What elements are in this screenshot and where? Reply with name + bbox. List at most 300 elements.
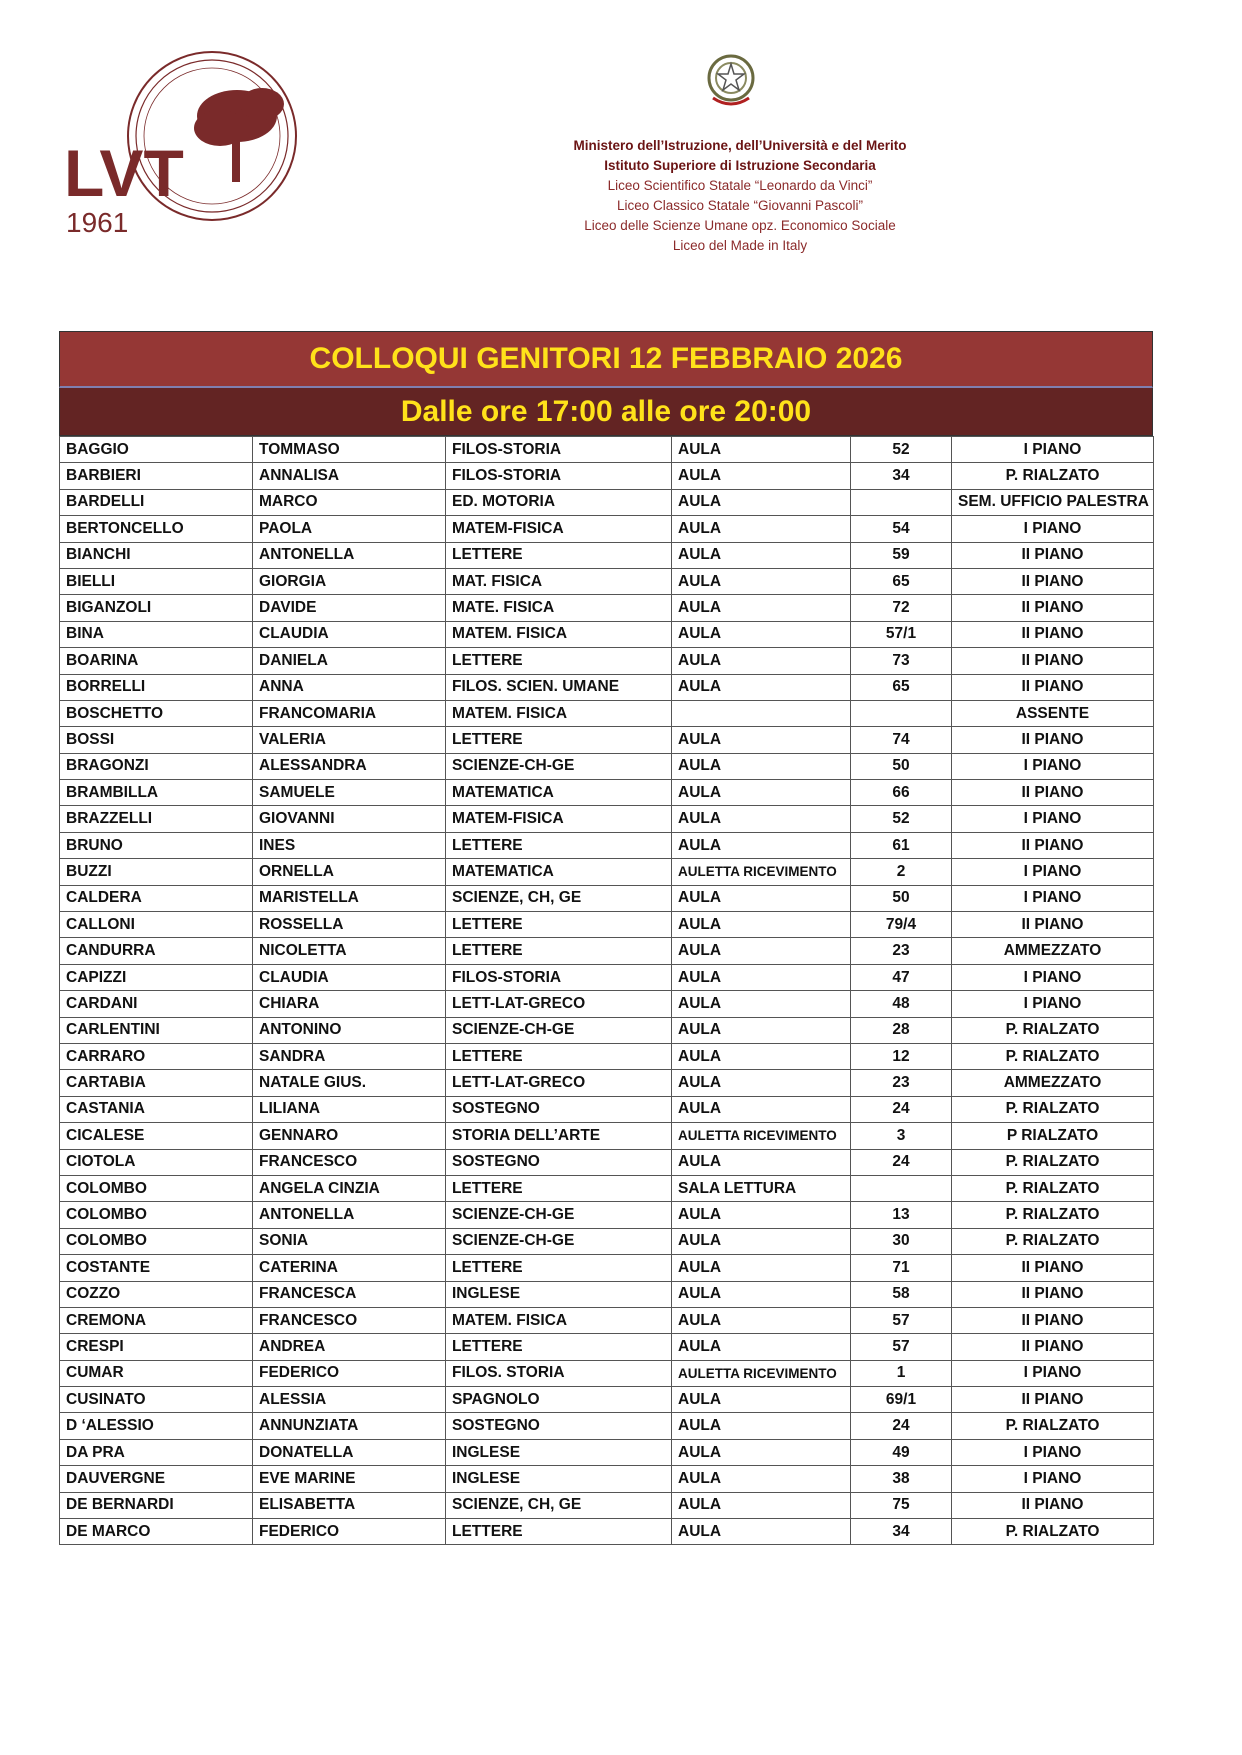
subject-cell: MATEM. FISICA xyxy=(446,700,672,726)
name-cell: EVE MARINE xyxy=(253,1466,446,1492)
table-row xyxy=(60,489,1154,515)
room-type-cell: AULA xyxy=(672,674,851,700)
subject-cell: SCIENZE-CH-GE xyxy=(446,1228,672,1254)
floor-cell: II PIANO xyxy=(952,674,1154,700)
surname-cell: CARLENTINI xyxy=(60,1017,253,1043)
name-cell: TOMMASO xyxy=(253,437,446,463)
floor-cell: P. RIALZATO xyxy=(952,1017,1154,1043)
surname-cell: COSTANTE xyxy=(60,1255,253,1281)
subject-cell: MATEMATICA xyxy=(446,859,672,885)
name-cell: FRANCESCO xyxy=(253,1149,446,1175)
surname-cell: CALDERA xyxy=(60,885,253,911)
room-type-cell: AULA xyxy=(672,542,851,568)
name-cell: SONIA xyxy=(253,1228,446,1254)
room-type-cell: AULETTA RICEVIMENTO xyxy=(672,1360,851,1386)
name-cell: FRANCOMARIA xyxy=(253,700,446,726)
school-logo xyxy=(62,46,302,236)
room-number-cell: 61 xyxy=(851,832,952,858)
subject-cell: LETT-LAT-GRECO xyxy=(446,991,672,1017)
subject-cell: SCIENZE-CH-GE xyxy=(446,1202,672,1228)
subject-cell: FILOS. SCIEN. UMANE xyxy=(446,674,672,700)
room-number-cell xyxy=(851,489,952,515)
floor-cell: II PIANO xyxy=(952,1255,1154,1281)
table-row xyxy=(60,542,1154,568)
floor-cell: SEM. UFFICIO PALESTRA xyxy=(952,489,1154,515)
table-row xyxy=(60,1466,1154,1492)
liceo-scienze-umane-line: Liceo delle Scienze Umane opz. Economico Sociale xyxy=(584,218,896,233)
surname-cell: CREMONA xyxy=(60,1307,253,1333)
name-cell: ORNELLA xyxy=(253,859,446,885)
floor-cell: I PIANO xyxy=(952,1439,1154,1465)
surname-cell: BRUNO xyxy=(60,832,253,858)
room-number-cell: 66 xyxy=(851,780,952,806)
table-row xyxy=(60,595,1154,621)
name-cell: GENNARO xyxy=(253,1123,446,1149)
table-row xyxy=(60,1070,1154,1096)
table-row xyxy=(60,1175,1154,1201)
floor-cell: II PIANO xyxy=(952,648,1154,674)
liceo-scientifico-line: Liceo Scientifico Statale “Leonardo da Vinci” xyxy=(607,178,873,193)
room-type-cell: AULA xyxy=(672,648,851,674)
room-type-cell: AULA xyxy=(672,1070,851,1096)
room-type-cell: AULA xyxy=(672,1334,851,1360)
floor-cell: I PIANO xyxy=(952,806,1154,832)
page-title: COLLOQUI GENITORI 12 FEBBRAIO 2026 xyxy=(59,331,1153,388)
subject-cell: MATEM-FISICA xyxy=(446,806,672,832)
floor-cell: P. RIALZATO xyxy=(952,1519,1154,1545)
floor-cell: I PIANO xyxy=(952,753,1154,779)
table-row xyxy=(60,859,1154,885)
table-row xyxy=(60,1413,1154,1439)
name-cell: ALESSANDRA xyxy=(253,753,446,779)
table-row xyxy=(60,437,1154,463)
room-type-cell: AULA xyxy=(672,1017,851,1043)
room-type-cell: AULA xyxy=(672,832,851,858)
room-type-cell: AULA xyxy=(672,1043,851,1069)
table-row xyxy=(60,568,1154,594)
name-cell: VALERIA xyxy=(253,727,446,753)
name-cell: DAVIDE xyxy=(253,595,446,621)
table-row xyxy=(60,1439,1154,1465)
name-cell: FEDERICO xyxy=(253,1519,446,1545)
floor-cell: II PIANO xyxy=(952,1281,1154,1307)
surname-cell: D ‘ALESSIO xyxy=(60,1413,253,1439)
subject-cell: LETTERE xyxy=(446,912,672,938)
room-type-cell: AULA xyxy=(672,727,851,753)
subject-cell: FILOS-STORIA xyxy=(446,437,672,463)
name-cell: NICOLETTA xyxy=(253,938,446,964)
room-number-cell xyxy=(851,700,952,726)
surname-cell: BERTONCELLO xyxy=(60,516,253,542)
subject-cell: LETT-LAT-GRECO xyxy=(446,1070,672,1096)
floor-cell: II PIANO xyxy=(952,727,1154,753)
room-number-cell: 28 xyxy=(851,1017,952,1043)
surname-cell: BRAGONZI xyxy=(60,753,253,779)
room-number-cell: 73 xyxy=(851,648,952,674)
room-type-cell: AULA xyxy=(672,938,851,964)
subject-cell: LETTERE xyxy=(446,727,672,753)
floor-cell: II PIANO xyxy=(952,595,1154,621)
room-type-cell: AULA xyxy=(672,991,851,1017)
room-number-cell: 65 xyxy=(851,674,952,700)
name-cell: PAOLA xyxy=(253,516,446,542)
room-type-cell: AULA xyxy=(672,753,851,779)
floor-cell: P. RIALZATO xyxy=(952,1228,1154,1254)
table-row xyxy=(60,1387,1154,1413)
name-cell: ANGELA CINZIA xyxy=(253,1175,446,1201)
subject-cell: MATEMATICA xyxy=(446,780,672,806)
page-subtitle: Dalle ore 17:00 alle ore 20:00 xyxy=(59,388,1153,436)
tree-icon xyxy=(194,88,284,182)
floor-cell: P. RIALZATO xyxy=(952,1149,1154,1175)
room-number-cell: 23 xyxy=(851,938,952,964)
room-number-cell: 57 xyxy=(851,1307,952,1333)
name-cell: FEDERICO xyxy=(253,1360,446,1386)
floor-cell: P. RIALZATO xyxy=(952,1413,1154,1439)
table-row xyxy=(60,1123,1154,1149)
table-row xyxy=(60,1202,1154,1228)
surname-cell: CARDANI xyxy=(60,991,253,1017)
room-type-cell xyxy=(672,700,851,726)
floor-cell: II PIANO xyxy=(952,1307,1154,1333)
table-row xyxy=(60,1255,1154,1281)
floor-cell: II PIANO xyxy=(952,542,1154,568)
subject-cell: LETTERE xyxy=(446,1519,672,1545)
room-type-cell: AULETTA RICEVIMENTO xyxy=(672,859,851,885)
name-cell: GIOVANNI xyxy=(253,806,446,832)
room-number-cell: 48 xyxy=(851,991,952,1017)
name-cell: CLAUDIA xyxy=(253,621,446,647)
room-type-cell: AULA xyxy=(672,964,851,990)
floor-cell: II PIANO xyxy=(952,832,1154,858)
room-number-cell: 72 xyxy=(851,595,952,621)
table-row xyxy=(60,674,1154,700)
room-number-cell: 3 xyxy=(851,1123,952,1149)
table-row xyxy=(60,885,1154,911)
name-cell: LILIANA xyxy=(253,1096,446,1122)
surname-cell: BIGANZOLI xyxy=(60,595,253,621)
subject-cell: SOSTEGNO xyxy=(446,1096,672,1122)
name-cell: INES xyxy=(253,832,446,858)
subject-cell: LETTERE xyxy=(446,1175,672,1201)
room-type-cell: AULA xyxy=(672,1387,851,1413)
subject-cell: FILOS. STORIA xyxy=(446,1360,672,1386)
room-number-cell: 12 xyxy=(851,1043,952,1069)
table-row xyxy=(60,991,1154,1017)
republic-emblem-icon xyxy=(699,48,763,112)
surname-cell: COLOMBO xyxy=(60,1175,253,1201)
name-cell: FRANCESCO xyxy=(253,1307,446,1333)
surname-cell: CANDURRA xyxy=(60,938,253,964)
name-cell: ANDREA xyxy=(253,1334,446,1360)
floor-cell: I PIANO xyxy=(952,1466,1154,1492)
surname-cell: DA PRA xyxy=(60,1439,253,1465)
surname-cell: CARRARO xyxy=(60,1043,253,1069)
table-row xyxy=(60,648,1154,674)
table-row xyxy=(60,753,1154,779)
surname-cell: CALLONI xyxy=(60,912,253,938)
surname-cell: BARBIERI xyxy=(60,463,253,489)
name-cell: GIORGIA xyxy=(253,568,446,594)
letterhead xyxy=(470,136,1010,256)
subject-cell: STORIA DELL’ARTE xyxy=(446,1123,672,1149)
table-row xyxy=(60,700,1154,726)
name-cell: FRANCESCA xyxy=(253,1281,446,1307)
room-number-cell: 50 xyxy=(851,885,952,911)
surname-cell: CAPIZZI xyxy=(60,964,253,990)
room-type-cell: SALA LETTURA xyxy=(672,1175,851,1201)
room-type-cell: AULA xyxy=(672,1413,851,1439)
room-number-cell: 74 xyxy=(851,727,952,753)
room-type-cell: AULA xyxy=(672,806,851,832)
surname-cell: DE BERNARDI xyxy=(60,1492,253,1518)
room-type-cell: AULA xyxy=(672,885,851,911)
table-row xyxy=(60,832,1154,858)
room-number-cell: 50 xyxy=(851,753,952,779)
table-row xyxy=(60,1096,1154,1122)
room-number-cell: 57/1 xyxy=(851,621,952,647)
table-row xyxy=(60,1492,1154,1518)
room-number-cell: 2 xyxy=(851,859,952,885)
surname-cell: BARDELLI xyxy=(60,489,253,515)
table-row xyxy=(60,1307,1154,1333)
room-type-cell: AULA xyxy=(672,489,851,515)
name-cell: ANNALISA xyxy=(253,463,446,489)
table-row xyxy=(60,1334,1154,1360)
floor-cell: ASSENTE xyxy=(952,700,1154,726)
room-type-cell: AULETTA RICEVIMENTO xyxy=(672,1123,851,1149)
floor-cell: II PIANO xyxy=(952,568,1154,594)
logo-year: 1961 xyxy=(66,207,129,236)
surname-cell: BIELLI xyxy=(60,568,253,594)
surname-cell: CASTANIA xyxy=(60,1096,253,1122)
subject-cell: ED. MOTORIA xyxy=(446,489,672,515)
subject-cell: SOSTEGNO xyxy=(446,1149,672,1175)
liceo-made-in-italy-line: Liceo del Made in Italy xyxy=(672,238,808,253)
subject-cell: MATEM. FISICA xyxy=(446,1307,672,1333)
floor-cell: II PIANO xyxy=(952,1492,1154,1518)
subject-cell: INGLESE xyxy=(446,1281,672,1307)
table-row xyxy=(60,806,1154,832)
floor-cell: I PIANO xyxy=(952,991,1154,1017)
subject-cell: FILOS-STORIA xyxy=(446,964,672,990)
subject-cell: LETTERE xyxy=(446,832,672,858)
name-cell: MARISTELLA xyxy=(253,885,446,911)
floor-cell: I PIANO xyxy=(952,964,1154,990)
schedule-table-body xyxy=(60,437,1154,1545)
subject-cell: INGLESE xyxy=(446,1439,672,1465)
room-number-cell: 75 xyxy=(851,1492,952,1518)
subject-cell: MATEM-FISICA xyxy=(446,516,672,542)
subject-cell: SCIENZE, CH, GE xyxy=(446,885,672,911)
floor-cell: I PIANO xyxy=(952,1360,1154,1386)
floor-cell: P. RIALZATO xyxy=(952,1096,1154,1122)
subject-cell: LETTERE xyxy=(446,938,672,964)
ministry-line: Ministero dell’Istruzione, dell’Università e del Merito xyxy=(573,138,907,153)
room-type-cell: AULA xyxy=(672,1492,851,1518)
surname-cell: CIOTOLA xyxy=(60,1149,253,1175)
room-number-cell: 65 xyxy=(851,568,952,594)
institute-line: Istituto Superiore di Istruzione Secondaria xyxy=(604,158,876,173)
subject-cell: MAT. FISICA xyxy=(446,568,672,594)
surname-cell: BORRELLI xyxy=(60,674,253,700)
floor-cell: P RIALZATO xyxy=(952,1123,1154,1149)
room-type-cell: AULA xyxy=(672,1439,851,1465)
room-type-cell: AULA xyxy=(672,1307,851,1333)
surname-cell: BINA xyxy=(60,621,253,647)
subject-cell: SOSTEGNO xyxy=(446,1413,672,1439)
surname-cell: CUSINATO xyxy=(60,1387,253,1413)
room-type-cell: AULA xyxy=(672,1202,851,1228)
floor-cell: P. RIALZATO xyxy=(952,1043,1154,1069)
surname-cell: BOSCHETTO xyxy=(60,700,253,726)
surname-cell: BOSSI xyxy=(60,727,253,753)
table-row xyxy=(60,964,1154,990)
schedule-table xyxy=(59,436,1154,1545)
floor-cell: AMMEZZATO xyxy=(952,1070,1154,1096)
room-number-cell: 47 xyxy=(851,964,952,990)
name-cell: CATERINA xyxy=(253,1255,446,1281)
room-number-cell: 69/1 xyxy=(851,1387,952,1413)
subject-cell: LETTERE xyxy=(446,1334,672,1360)
subject-cell: SPAGNOLO xyxy=(446,1387,672,1413)
room-number-cell: 57 xyxy=(851,1334,952,1360)
room-number-cell: 49 xyxy=(851,1439,952,1465)
room-number-cell: 34 xyxy=(851,1519,952,1545)
surname-cell: DAUVERGNE xyxy=(60,1466,253,1492)
floor-cell: I PIANO xyxy=(952,859,1154,885)
room-number-cell: 34 xyxy=(851,463,952,489)
room-type-cell: AULA xyxy=(672,1466,851,1492)
surname-cell: COLOMBO xyxy=(60,1228,253,1254)
subject-cell: SCIENZE, CH, GE xyxy=(446,1492,672,1518)
room-type-cell: AULA xyxy=(672,1228,851,1254)
room-type-cell: AULA xyxy=(672,621,851,647)
name-cell: DANIELA xyxy=(253,648,446,674)
floor-cell: II PIANO xyxy=(952,621,1154,647)
room-type-cell: AULA xyxy=(672,1255,851,1281)
room-type-cell: AULA xyxy=(672,595,851,621)
subject-cell: LETTERE xyxy=(446,1043,672,1069)
name-cell: ALESSIA xyxy=(253,1387,446,1413)
subject-cell: INGLESE xyxy=(446,1466,672,1492)
room-number-cell: 52 xyxy=(851,806,952,832)
floor-cell: P. RIALZATO xyxy=(952,1202,1154,1228)
table-row xyxy=(60,938,1154,964)
room-type-cell: AULA xyxy=(672,1519,851,1545)
surname-cell: BAGGIO xyxy=(60,437,253,463)
floor-cell: II PIANO xyxy=(952,1334,1154,1360)
surname-cell: DE MARCO xyxy=(60,1519,253,1545)
subject-cell: LETTERE xyxy=(446,1255,672,1281)
room-type-cell: AULA xyxy=(672,437,851,463)
table-row xyxy=(60,1149,1154,1175)
name-cell: NATALE GIUS. xyxy=(253,1070,446,1096)
room-number-cell: 52 xyxy=(851,437,952,463)
name-cell: ANTONELLA xyxy=(253,542,446,568)
logo-text: LVT xyxy=(64,136,184,210)
room-type-cell: AULA xyxy=(672,1281,851,1307)
floor-cell: II PIANO xyxy=(952,780,1154,806)
table-row xyxy=(60,780,1154,806)
room-number-cell: 30 xyxy=(851,1228,952,1254)
surname-cell: BUZZI xyxy=(60,859,253,885)
room-type-cell: AULA xyxy=(672,463,851,489)
room-type-cell: AULA xyxy=(672,780,851,806)
table-row xyxy=(60,1017,1154,1043)
surname-cell: BOARINA xyxy=(60,648,253,674)
room-number-cell: 23 xyxy=(851,1070,952,1096)
room-type-cell: AULA xyxy=(672,1096,851,1122)
floor-cell: P. RIALZATO xyxy=(952,1175,1154,1201)
name-cell: CHIARA xyxy=(253,991,446,1017)
table-row xyxy=(60,727,1154,753)
room-number-cell: 13 xyxy=(851,1202,952,1228)
surname-cell: BIANCHI xyxy=(60,542,253,568)
table-row xyxy=(60,621,1154,647)
surname-cell: BRAZZELLI xyxy=(60,806,253,832)
room-number-cell: 38 xyxy=(851,1466,952,1492)
surname-cell: CUMAR xyxy=(60,1360,253,1386)
surname-cell: CICALESE xyxy=(60,1123,253,1149)
name-cell: DONATELLA xyxy=(253,1439,446,1465)
table-row xyxy=(60,1281,1154,1307)
floor-cell: P. RIALZATO xyxy=(952,463,1154,489)
room-number-cell xyxy=(851,1175,952,1201)
name-cell: ANNUNZIATA xyxy=(253,1413,446,1439)
room-number-cell: 58 xyxy=(851,1281,952,1307)
name-cell: ANNA xyxy=(253,674,446,700)
room-number-cell: 24 xyxy=(851,1096,952,1122)
table-row xyxy=(60,912,1154,938)
floor-cell: II PIANO xyxy=(952,1387,1154,1413)
subject-cell: LETTERE xyxy=(446,648,672,674)
liceo-classico-line: Liceo Classico Statale “Giovanni Pascoli” xyxy=(616,198,864,213)
name-cell: MARCO xyxy=(253,489,446,515)
name-cell: ANTONELLA xyxy=(253,1202,446,1228)
surname-cell: COLOMBO xyxy=(60,1202,253,1228)
room-type-cell: AULA xyxy=(672,912,851,938)
floor-cell: I PIANO xyxy=(952,437,1154,463)
room-number-cell: 59 xyxy=(851,542,952,568)
floor-cell: AMMEZZATO xyxy=(952,938,1154,964)
table-row xyxy=(60,1043,1154,1069)
table-row xyxy=(60,516,1154,542)
floor-cell: I PIANO xyxy=(952,885,1154,911)
room-type-cell: AULA xyxy=(672,1149,851,1175)
surname-cell: BRAMBILLA xyxy=(60,780,253,806)
subject-cell: MATE. FISICA xyxy=(446,595,672,621)
name-cell: ANTONINO xyxy=(253,1017,446,1043)
room-number-cell: 54 xyxy=(851,516,952,542)
name-cell: CLAUDIA xyxy=(253,964,446,990)
subject-cell: MATEM. FISICA xyxy=(446,621,672,647)
subject-cell: LETTERE xyxy=(446,542,672,568)
subject-cell: FILOS-STORIA xyxy=(446,463,672,489)
room-type-cell: AULA xyxy=(672,516,851,542)
table-row xyxy=(60,1228,1154,1254)
name-cell: SANDRA xyxy=(253,1043,446,1069)
name-cell: ROSSELLA xyxy=(253,912,446,938)
surname-cell: COZZO xyxy=(60,1281,253,1307)
table-row xyxy=(60,1360,1154,1386)
name-cell: ELISABETTA xyxy=(253,1492,446,1518)
surname-cell: CRESPI xyxy=(60,1334,253,1360)
table-row xyxy=(60,463,1154,489)
table-row xyxy=(60,1519,1154,1545)
surname-cell: CARTABIA xyxy=(60,1070,253,1096)
schedule-sheet xyxy=(59,331,1153,1545)
